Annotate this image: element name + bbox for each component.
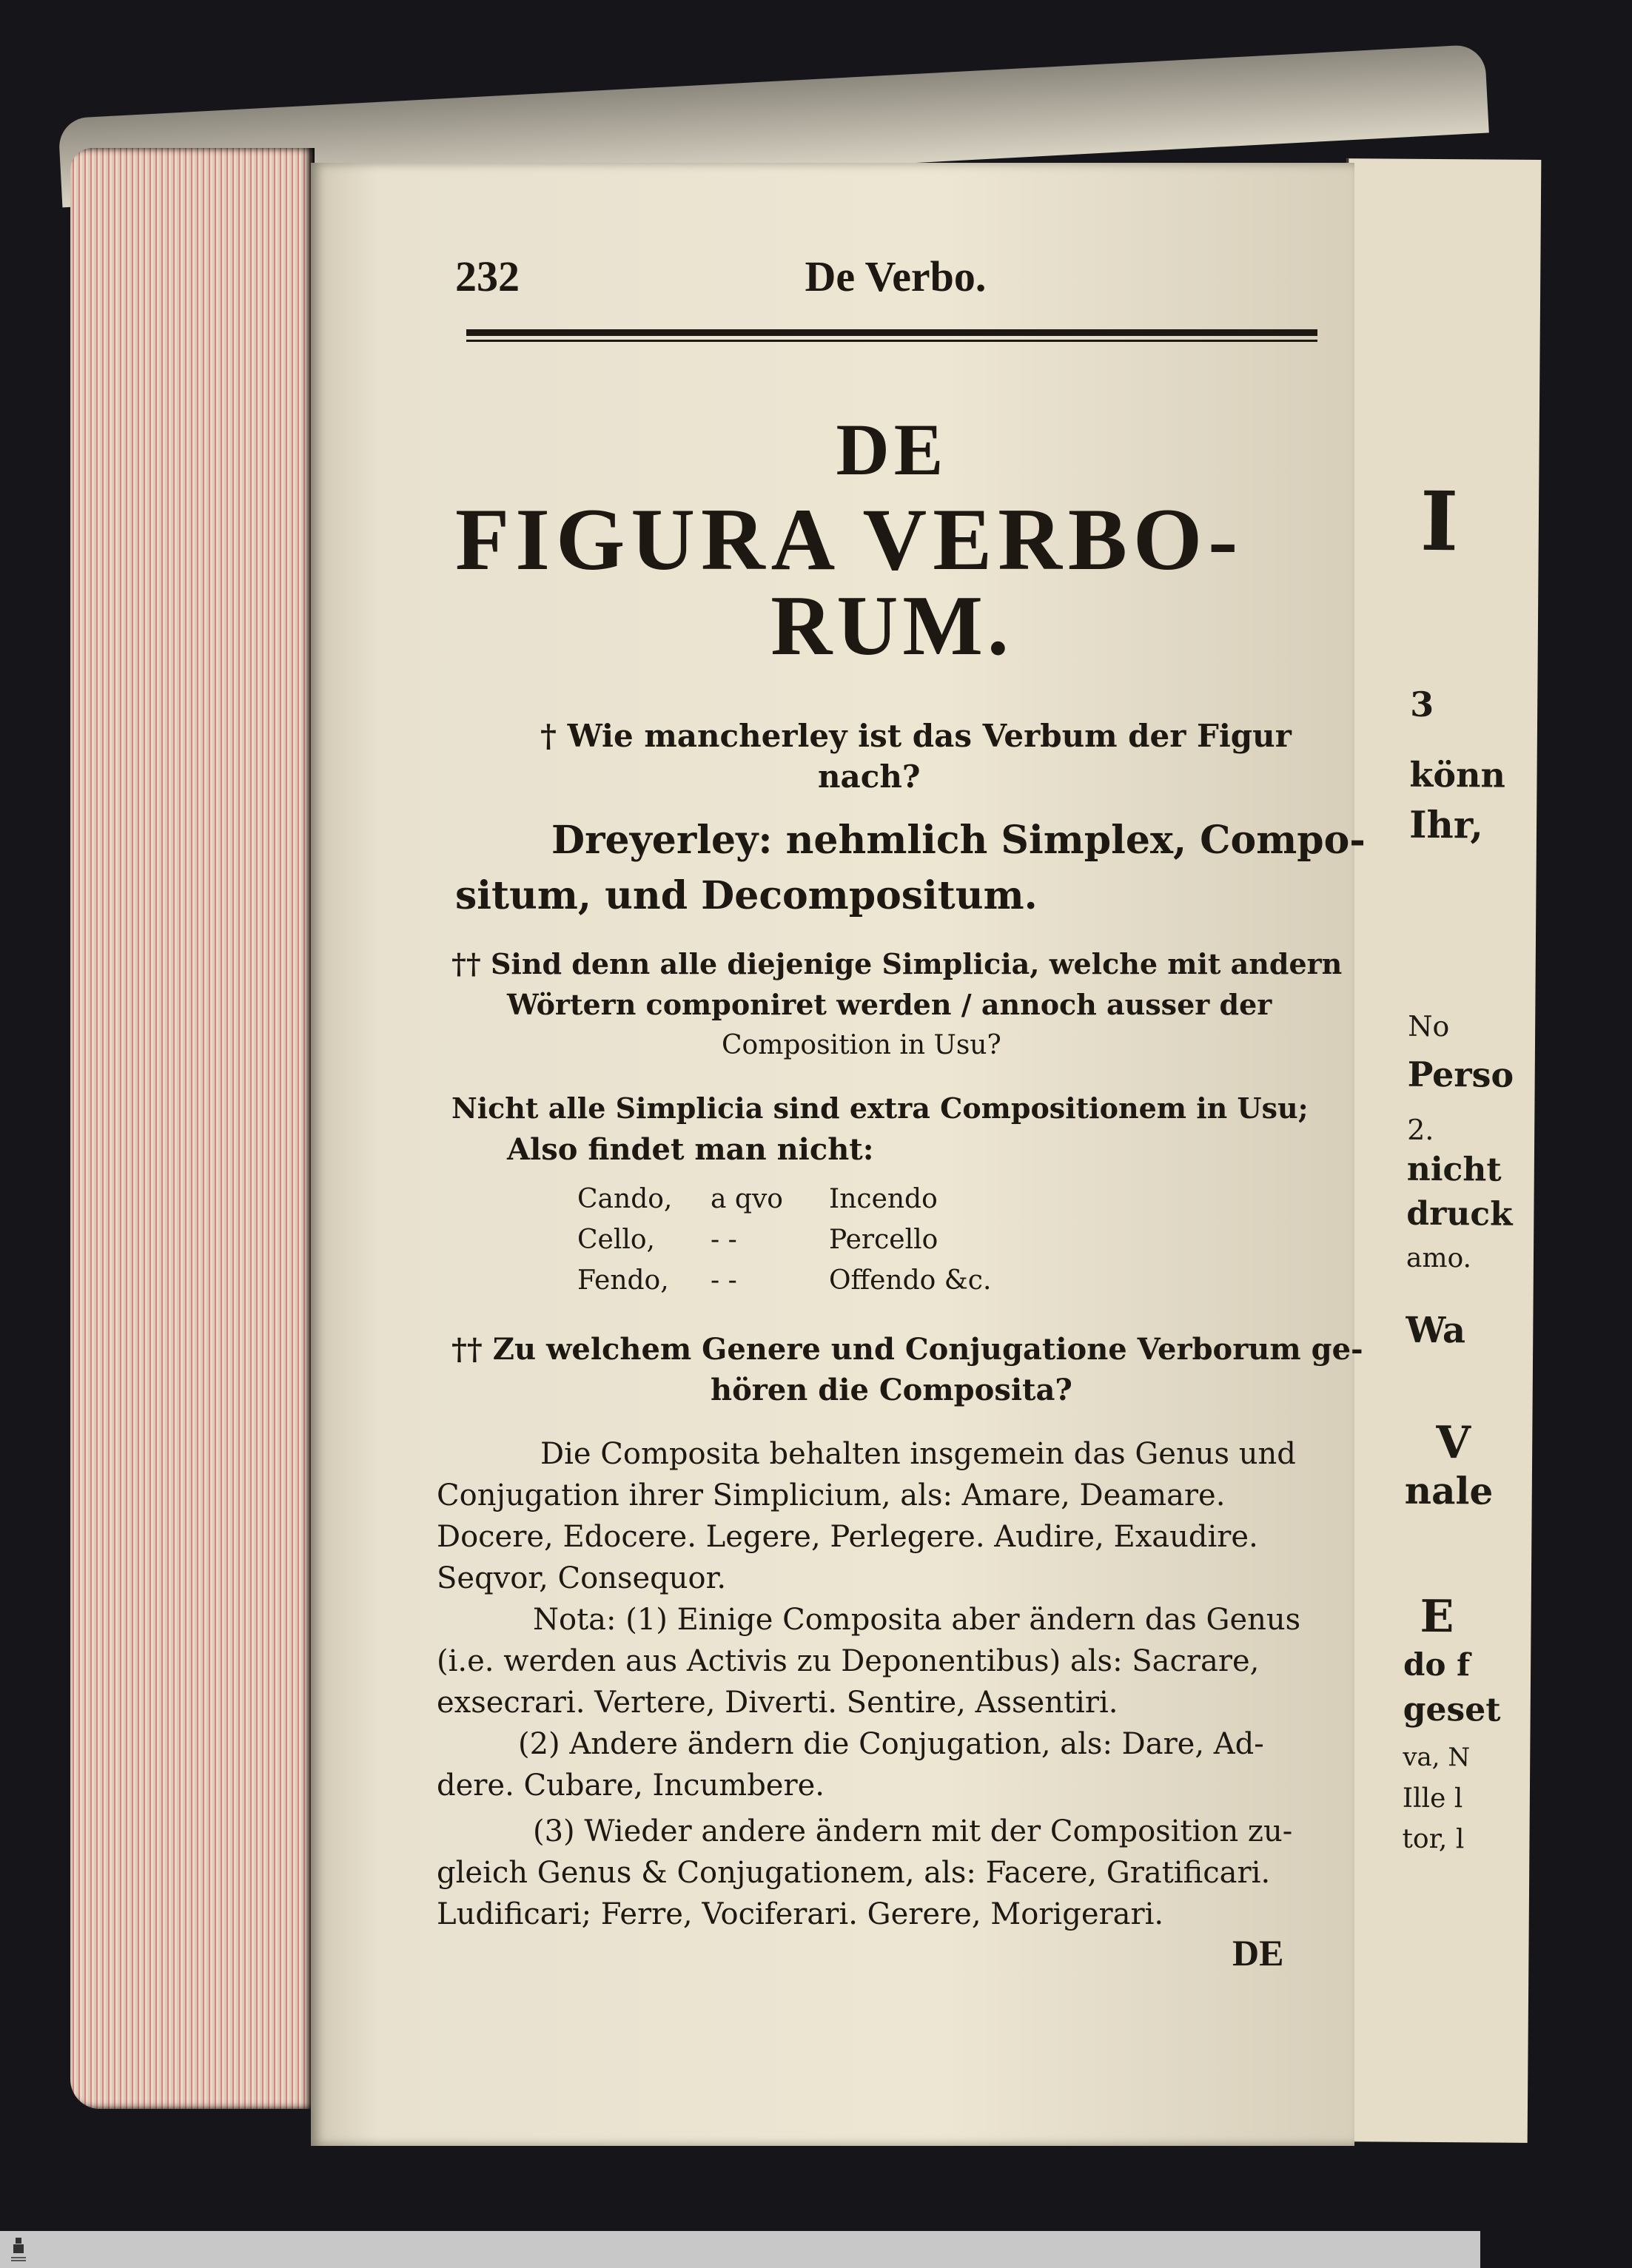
left-page	[311, 163, 1366, 2146]
running-header	[455, 252, 1632, 303]
question-line: Wörtern componiret werden / annoch ausser der	[507, 988, 1272, 1021]
body-line: Nota: (1) Einige Composita aber ändern das Genus	[533, 1603, 1301, 1637]
facing-page-fragment: nale	[1404, 1468, 1494, 1513]
answer-line: Also findet man nicht:	[507, 1132, 874, 1167]
facing-page-fragment: E	[1420, 1590, 1454, 1643]
body-line: (2) Andere ändern die Conjugation, als: Dare, Ad-	[518, 1727, 1264, 1761]
example-connector: a qvo	[711, 1184, 783, 1214]
facing-page	[1333, 158, 1542, 2143]
section-heading-line: FIGURA VERBO-	[455, 490, 1244, 588]
facing-page-fragment: Perso	[1407, 1054, 1514, 1095]
facing-page-fragment: druck	[1406, 1194, 1513, 1234]
body-line: Ludificari; Ferre, Vociferari. Gerere, Morigerari.	[437, 1897, 1164, 1931]
body-line: dere. Cubare, Incumbere.	[437, 1769, 825, 1803]
facing-page-fragment: geset	[1403, 1690, 1501, 1729]
facing-page-fragment: tor, l	[1402, 1823, 1465, 1855]
facing-page-fragment: I	[1420, 473, 1459, 570]
viewer-footer-bar	[0, 2231, 1480, 2268]
body-line: (3) Wieder andere ändern mit der Composition zu-	[533, 1814, 1293, 1848]
answer-line: situm, und Decompositum.	[455, 873, 1038, 918]
facing-page-fragment: V	[1435, 1417, 1471, 1470]
body-line: Die Composita behalten insgemein das Genus und	[540, 1437, 1296, 1471]
example-connector: - -	[711, 1225, 737, 1255]
example-word: Fendo,	[577, 1265, 669, 1296]
facing-page-fragment: könn	[1409, 754, 1506, 795]
body-line: Conjugation ihrer Simplicium, als: Amare, Deamare.	[437, 1478, 1226, 1512]
answer-line: Dreyerley: nehmlich Simplex, Compo-	[551, 818, 1366, 863]
facing-page-fragment: amo.	[1406, 1242, 1472, 1274]
body-line: Seqvor, Consequor.	[437, 1561, 727, 1595]
question-line: nach?	[818, 758, 921, 795]
running-head: De Verbo.	[805, 252, 987, 300]
facing-page-fragment: Wa	[1406, 1309, 1466, 1352]
question-line: †† Sind denn alle diejenige Simplicia, welche mit andern	[451, 947, 1343, 980]
example-connector: - -	[711, 1265, 737, 1296]
section-heading-line: DE	[836, 408, 948, 491]
facing-page-fragment: do f	[1403, 1646, 1471, 1683]
facing-page-fragment: No	[1408, 1009, 1450, 1043]
body-line: gleich Genus & Conjugationem, als: Facere, Gratificari.	[437, 1856, 1271, 1890]
body-line: (i.e. werden aus Activis zu Deponentibus) als: Sacrare,	[437, 1644, 1260, 1678]
answer-line: Nicht alle Simplicia sind extra Compositionem in Usu;	[451, 1091, 1309, 1125]
example-word: Cello,	[577, 1225, 655, 1255]
facing-page-fragment: 2.	[1407, 1113, 1434, 1146]
facing-page-fragment: 3	[1410, 684, 1434, 724]
example-word: Cando,	[577, 1184, 673, 1214]
facing-page-fragment: Ihr,	[1408, 802, 1484, 847]
catchword: DE	[1232, 1932, 1284, 1973]
section-heading-line: RUM.	[770, 579, 1013, 673]
facing-page-fragment: Ille l	[1402, 1783, 1463, 1814]
page-number: 232	[455, 252, 520, 300]
question-line: hören die Composita?	[711, 1373, 1072, 1407]
question-line: †† Zu welchem Genere und Conjugatione Verborum ge-	[451, 1332, 1363, 1367]
example-compound: Incendo	[829, 1184, 938, 1214]
facing-page-fragment: va, N	[1403, 1742, 1471, 1773]
example-compound: Offendo &c.	[829, 1265, 992, 1296]
header-rule-thin	[466, 340, 1317, 342]
body-line: exsecrari. Vertere, Diverti. Sentire, Assentiri.	[437, 1686, 1118, 1720]
facing-page-fragment: nicht	[1406, 1150, 1502, 1189]
example-compound: Percello	[829, 1225, 938, 1255]
body-line: Docere, Edocere. Legere, Perlegere. Audire, Exaudire.	[437, 1520, 1258, 1554]
page-edges	[70, 148, 315, 2109]
library-logo-icon	[9, 2235, 28, 2264]
question-line: † Wie mancherley ist das Verbum der Figur	[540, 718, 1292, 754]
question-line: Composition in Usu?	[722, 1030, 1001, 1060]
header-rule	[466, 329, 1317, 336]
